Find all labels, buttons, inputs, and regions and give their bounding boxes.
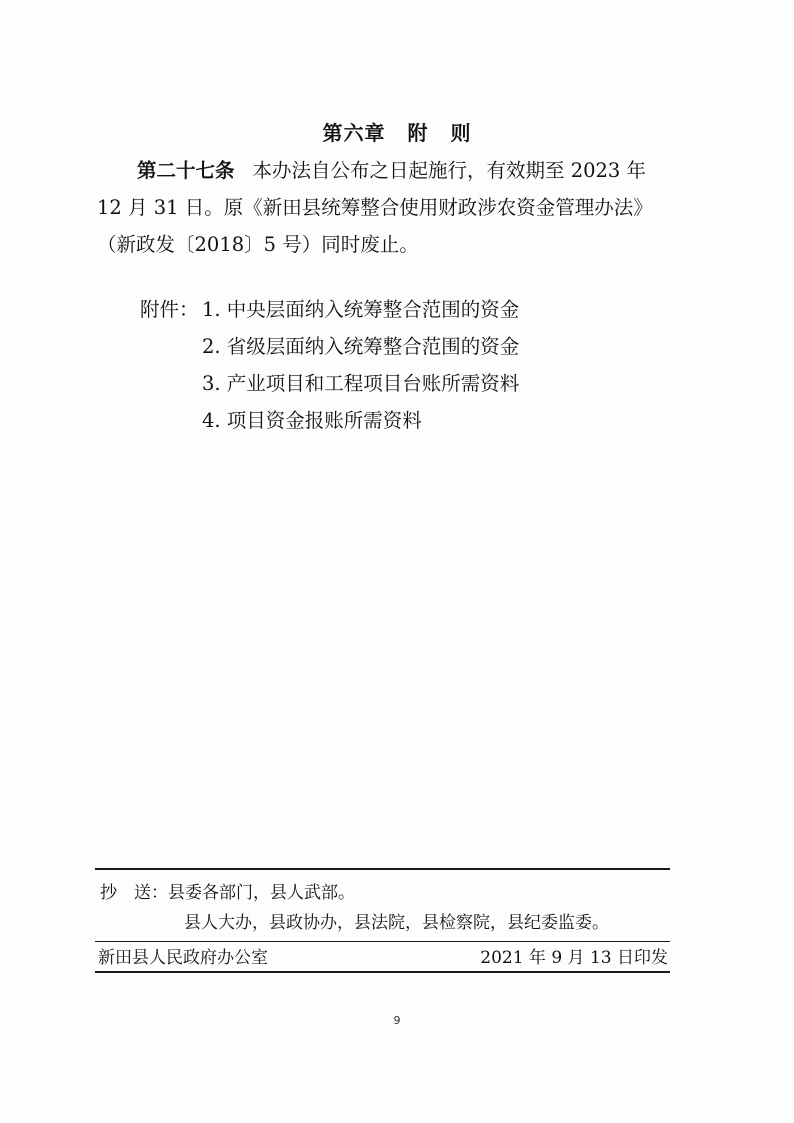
annex-item-3: 3. 产业项目和工程项目台账所需资料: [202, 372, 520, 395]
annex-item: [140, 291, 519, 328]
chapter-title: [0, 117, 794, 146]
cc-recipients-1: 县委各部门，县人武部。: [168, 883, 355, 903]
cc-block: [100, 878, 609, 938]
article-text-1: 本办法自公布之日起施行，有效期至 2023 年: [252, 159, 647, 182]
annex-item: [140, 365, 519, 402]
divider-bottom: [95, 971, 670, 973]
chapter-title-part3: 则: [450, 121, 472, 145]
cc-line-1: [100, 878, 609, 908]
annex-item-1: 1. 中央层面纳入统筹整合范围的资金: [202, 298, 520, 321]
page-number: 9: [393, 1014, 401, 1027]
annex-item-4: 4. 项目资金报账所需资料: [202, 409, 422, 432]
annex-label: 附件：: [140, 298, 199, 321]
issuing-office: 新田县人民政府办公室: [98, 948, 268, 968]
article-number: 第二十七条: [137, 159, 235, 182]
cc-label: 抄 送：: [100, 883, 168, 903]
article-27: [97, 152, 697, 263]
article-line-3: （新政发〔2018〕5 号）同时废止。: [97, 233, 419, 256]
divider-middle: [95, 941, 670, 942]
chapter-title-part2: 附: [407, 121, 429, 145]
cc-recipients-2: 县人大办，县政协办，县法院，县检察院，县纪委监委。: [184, 913, 609, 933]
annex-item-2: 2. 省级层面纳入统筹整合范围的资金: [202, 335, 520, 358]
article-line-1: [97, 152, 697, 189]
issuer-line: [98, 945, 668, 971]
annex-item: [140, 402, 519, 439]
divider-top: [95, 868, 670, 870]
issue-date: 2021 年 9 月 13 日印发: [480, 948, 668, 968]
annex-item: [140, 328, 519, 365]
annex-list: [140, 291, 519, 439]
chapter-title-part1: 第六章: [322, 121, 386, 145]
article-line-2: 12 月 31 日。原《新田县统筹整合使用财政涉农资金管理办法》: [97, 196, 653, 219]
